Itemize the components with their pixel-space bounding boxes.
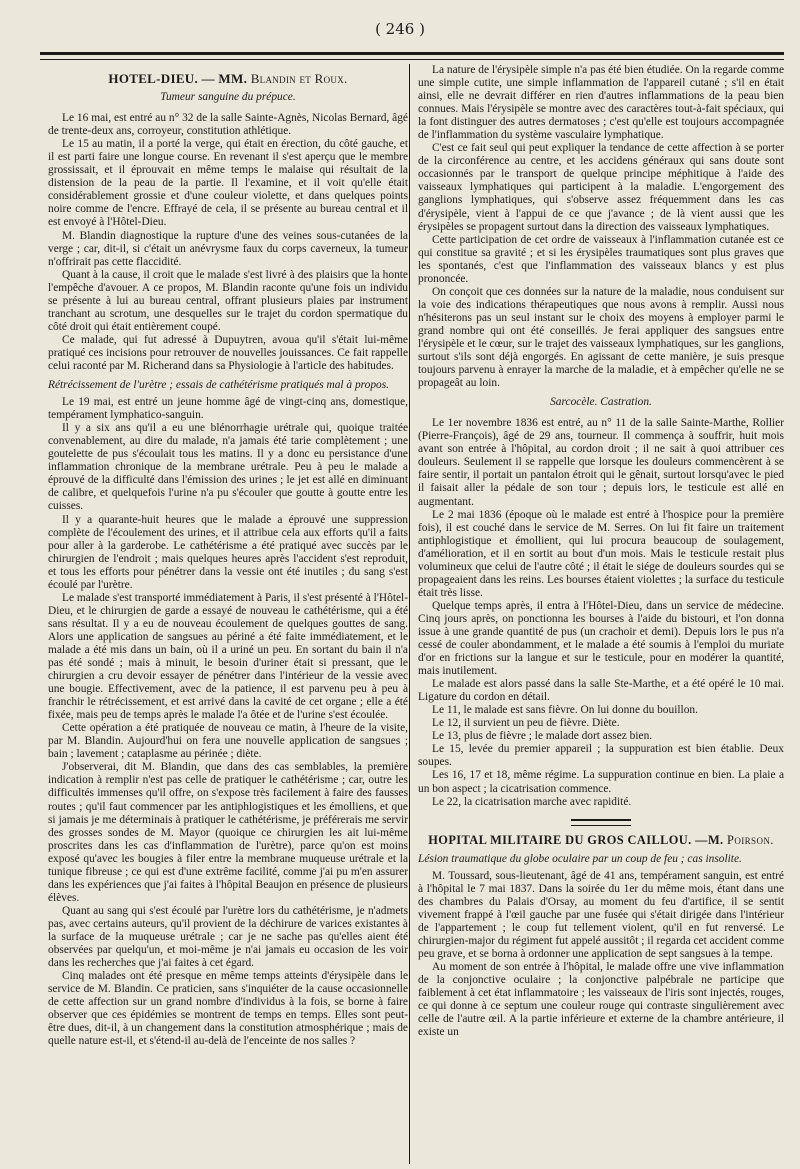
paragraph: J'observerai, dit M. Blandin, que dans des cas semblables, la première indication à remplir n'est pas celle de pratiquer le cathétérisme ; car, outre les difficultés immenses qu'il offre, on s'expose très facilement à faire des fausses routes ; qu'il faut commencer par les antiphlogistiques et les émolliens, et que si jamais je me déterminais à pratiquer le cathétérisme, je préférerais me servir des grosses sondes de M. Mayor (quoique ce chirurgien les ait lui-même proscrites dans les cas d'inflammation de l'urètre), parce qu'on est moins exposé qu'avec les bougies à filer entre la membrane muqueuse urétrale et la tunique fibreuse ; ce qui est d'une extrême facilité, comme j'ai pu m'en assurer dans les expériences que j'ai faites à l'hôpital Beaujon en présence de plusieurs élèves. — [48, 761, 408, 904]
paragraph: Quant à la cause, il croit que le malade s'est livré à des plaisirs que la honte l'empêche d'avouer. A ce propos, M. Blandin raconte qu'une fois un individu se présente à lui au bureau central, offrant plusieurs plaies par instrument tranchant au scrotum, une desquelles sur le trajet du cordon spermatique du côté droit qui était entièrement coupé. — [48, 268, 408, 333]
paragraph: La nature de l'érysipèle simple n'a pas été bien étudiée. On la regarde comme une simple cutite, une simple inflammation de l'appareil cutané ; s'il en était ainsi, elle ne devrait différer en rien d'autres inflammations de la peau bien connues. Mais l'érysipèle se montre avec des caractères tout-à-fait spéciaux, qui la font distinguer des autres dermatoses ; c'est qu'elle est toujours accompagnée de l'inflammation du système vasculaire lymphatique. — [418, 64, 784, 142]
right-column — [418, 64, 784, 1164]
subheading-tumeur: Tumeur sanguine du prépuce. — [160, 91, 296, 104]
paragraph: Le 16 mai, est entré au n° 32 de la salle Sainte-Agnès, Nicolas Bernard, âgé de trente-deux ans, corroyeur, constitution athlétique. — [48, 112, 408, 138]
heading2-name: Poirson. — [727, 832, 774, 847]
paragraph: Le 2 mai 1836 (époque où le malade est entré à l'hospice pour la première fois), il est couché dans le service de M. Serres. On lui fit faire un traitement antiphlogistique et émollient, qui lui procura beaucoup de soulagement, d'amélioration, et il en sortit au bout d'un mois. Mais le testicule restait plus volumineux que celui de l'autre côté ; il était le siége de douleurs sourdes qui se propageaient dans les reins. Les bourses étaient violettes ; la surface du testicule était très lisse. — [418, 508, 784, 599]
paragraph: Le 11, le malade est sans fièvre. On lui donne du bouillon. — [432, 704, 698, 717]
subheading-lesion: Lésion traumatique du globe oculaire par un coup de feu ; cas insolite. — [418, 852, 742, 865]
top-rule — [40, 52, 784, 60]
paragraph: Ce malade, qui fut adressé à Dupuytren, avoua qu'il s'était lui-même pratiqué ces incisions pour retrouver de nouvelles jouissances. Ce fait rappelle celui raconté par M. Richerand dans sa Physiologie à l'article des habitudes. — [48, 333, 408, 372]
subheading-sarcocele: Sarcocèle. Castration. — [550, 396, 652, 409]
subheading-retrecissement: Rétrécissement de l'urètre ; essais de cathétérisme pratiqués mal à propos. — [48, 379, 390, 392]
paragraph: Le 13, plus de fièvre ; le malade dort assez bien. — [432, 730, 653, 743]
paragraph: Le 15, levée du premier appareil ; la suppuration est bien établie. Deux soupes. — [418, 743, 784, 769]
paragraph: Les 16, 17 et 18, même régime. La suppuration continue en bien. La plaie a un bon aspect ; la cicatrisation commence. — [418, 769, 784, 795]
paragraph: Le 12, il survient un peu de fièvre. Diète. — [432, 717, 620, 730]
heading-main: HOTEL-DIEU. — MM. — [108, 71, 248, 86]
paragraph: Il y a quarante-huit heures que le malade a éprouvé une suppression complète de l'écoulement des urines, et il attribue cela aux efforts qu'il a faits pour aller à la garderobe. Le cathétérisme a été pratiqué avec succès par le chirurgien de l'endroit ; mais quelques heures après l'accident s'est reproduit, et tous les efforts pour pénétrer dans la vessie ont été inutiles ; du sang s'est écoulé par l'urètre. — [48, 513, 408, 591]
paragraph: Quant au sang qui s'est écoulé par l'urètre lors du cathétérisme, je n'admets pas, avec certains auteurs, qu'il provient de la déchirure de varices existantes à la surface de la muqueuse urétrale ; car je ne sache pas qu'elles aient été observées par quelqu'un, et moi-même je n'ai jamais eu occasion de les voir dans les recherches que j'ai faites à cet égard. — [48, 904, 408, 970]
paragraph: Il y a six ans qu'il a eu une blénorrhagie urétrale qui, quoique traitée convenablement, au dire du malade, n'a jamais été tarie complètement ; une goutelette de pus s'écoulait tous les matins. Il y a donc eu persistance d'une inflammation chronique de la membrane urétrale. Peu à peu le malade a éprouvé de la difficulté dans l'émission des urines ; le jet est allé en diminuant de calibre, et quelquefois l'urine n'a pu s'écouler que goutte à goutte entre les cuisses. — [48, 422, 408, 513]
paragraph: Le 19 mai, est entré un jeune homme âgé de vingt-cinq ans, domestique, tempérament lymphatico-sanguin. — [48, 396, 408, 422]
column-divider — [409, 64, 410, 1164]
paragraph: Au moment de son entrée à l'hôpital, le malade offre une vive inflammation de la conjonctive oculaire ; la conjonctive palpébrale ne participe que faiblement à cet état inflammatoire ; les vaisseaux de l'iris sont injectés, rouges, ce qui donne à ce septum une couleur rouge qui contraste singulièrement avec celle de l'autre œil. A la partie inférieure et externe de la chambre antérieure, il existe un — [418, 961, 784, 1039]
paragraph: M. Toussard, sous-lieutenant, âgé de 41 ans, tempérament sanguin, est entré à l'hôpital le 7 mai 1837. Dans la soirée du 1er du même mois, étant dans une des chambres du Palais d'Orsay, au moment du feu d'artifice, il se sentit vivement frappé à l'œil gauche par une fusée qui s'était dirigée dans l'intérieur de l'appartement ; le coup fut tellement violent, qu'il en fut renversé. Le chirurgien-major du régiment fut appelé aussitôt ; il regarda cet accident comme peu grave, et se borna à ordonner une application de sept sangsues à la tempe. — [418, 869, 784, 960]
paragraph: C'est ce fait seul qui peut expliquer la tendance de cette affection à se porter de la circonférence au centre, et les accidens généraux qui sans doute sont occasionnés par le transport de quelque principe méphitique à l'aide des vaisseaux lymphatiques qui participent à la maladie. L'engorgement des ganglions lymphatiques, qui s'observe assez fréquemment dans les cas d'érysipèle, vient à l'appui de ce que j'avance ; de là vient aussi que les érysipèles se propagent surtout dans la direction des vaisseaux lymphatiques. — [418, 142, 784, 233]
section-separator — [571, 819, 631, 826]
paragraph: Le malade s'est transporté immédiatement à Paris, il s'est présenté à l'Hôtel-Dieu, et le chirurgien de garde a essayé de nouveau le cathétérisme, qui a été sans résultat. Il y a eu de nouveau écoulement de quelques gouttes de sang. Alors une application de sangsues au périné a été faite immédiatement, et le malade a été mis dans un bain, où il a uriné un peu. En sortant du bain il n'a pas été sondé ; mais à minuit, le besoin d'uriner était si pressant, que le chirurgien a cru devoir essayer de pénétrer dans l'intérieur de la vessie avec une bougie. Effectivement, avec de la patience, il est parvenu peu à peu à franchir le rétrécissement, et est arrivé dans la cavité de cet organe ; elle a été fixée, mais peu de temps après le malade l'a ôtée et de l'urine s'est écoulée. — [48, 591, 408, 722]
paragraph: Cinq malades ont été presque en même temps atteints d'érysipèle dans le service de M. Blandin. Ce praticien, sans s'inquiéter de la cause occasionnelle de cette affection sur un grand nombre d'individus à la fois, se borne à faire observer que ces épidémies se montrent de temps en temps. Elles sont peut-être dues, dit-il, à un changement dans la constitution atmosphérique ; mais de quelle nature est-il, et s'étend-il au-delà de l'enceinte de nos salles ? — [48, 970, 408, 1048]
heading2-main: HOPITAL MILITAIRE DU GROS CAILLOU. —M. — [428, 832, 724, 847]
paragraph: Le 1er novembre 1836 est entré, au n° 11 de la salle Sainte-Marthe, Rollier (Pierre-François), âgé de 29 ans, tourneur. Il commença à souffrir, huit mois avant son entrée à l'hôpital, au cordon droit ; il ne sait à quoi attribuer ces douleurs. Seulement il se rappelle que lorsque les douleurs commencèrent à se faire sentir, il portait un pantalon étroit qui le gênait, surtout lorsqu'avec le pied il faisait aller la pédale de son tour ; depuis lors, le testicule est allé en augmentant. — [418, 417, 784, 508]
section-heading-gros-caillou — [418, 834, 784, 847]
paragraph: Le malade est alors passé dans la salle Ste-Marthe, et a été opéré le 10 mai. Ligature du cordon en détail. — [418, 678, 784, 704]
left-column — [48, 64, 408, 1164]
paragraph: Le 15 au matin, il a porté la verge, qui était en érection, du côté gauche, et il est parti faire une longue course. En revenant il s'est aperçu que le membre grossissait, et il éprouvait en même temps le malaise qui résultait de la distension de la peau de la partie. Il l'examine, et il voit qu'elle était considérablement grossie et d'une couleur violette, et dans quelques points noire comme de l'encre. Effrayé de cela, il se présente au bureau central et il est envoyé à l'Hôtel-Dieu. — [48, 138, 408, 229]
section-heading-hotel-dieu — [48, 72, 408, 85]
paragraph: Cette participation de cet ordre de vaisseaux à l'inflammation cutanée est ce qui constitue sa gravité ; et si les érysipèles traumatiques sont plus graves que les spontanés, c'est que l'inflammation des vaisseaux blancs y est plus prononcée. — [418, 233, 784, 285]
paragraph: Quelque temps après, il entra à l'Hôtel-Dieu, dans un service de médecine. Cinq jours après, on ponctionna les bourses à l'aide du bistouri, et l'on donna issue à une grande quantité de pus (un crachoir et demi). Depuis lors le pus n'a cessé de couler abondamment, et le malade a été soumis à l'emploi du muriate d'or en frictions sur la langue et sur le testicule, pour en modérer la quantité, mais inutilement. — [418, 599, 784, 678]
page-number: ( 246 ) — [375, 20, 425, 38]
heading-names: Blandin et Roux. — [250, 71, 348, 86]
paragraph: Le 22, la cicatrisation marche avec rapidité. — [432, 795, 632, 808]
paragraph: On conçoit que ces données sur la nature de la maladie, nous conduisent sur la voie des indications thérapeutiques que nous avons à remplir. Aussi nous n'hésiterons pas un seul instant sur le choix des moyens à employer parmi le grand nombre qui ont été conseillés. Je ferai appliquer des sangsues entre l'érysipèle et le cœur, sur le trajet des vaisseaux lymphatiques, sur les ganglions, surtout s'ils sont déjà engorgés. En agissant de cette manière, je suis presque toujours parvenu à enrayer la marche de la maladie, et à empêcher qu'elle ne se propageât au loin. — [418, 285, 784, 390]
paragraph: M. Blandin diagnostique la rupture d'une des veines sous-cutanées de la verge ; car, dit-il, si c'était un anévrysme faux du corps caverneux, la tumeur n'offrirait pas cette flaccidité. — [48, 229, 408, 268]
paragraph: Cette opération a été pratiquée de nouveau ce matin, à l'heure de la visite, par M. Blandin. Aujourd'hui on fera une nouvelle application de sangsues ; bain ; lavement ; cataplasme au périnée ; diète. — [48, 722, 408, 761]
